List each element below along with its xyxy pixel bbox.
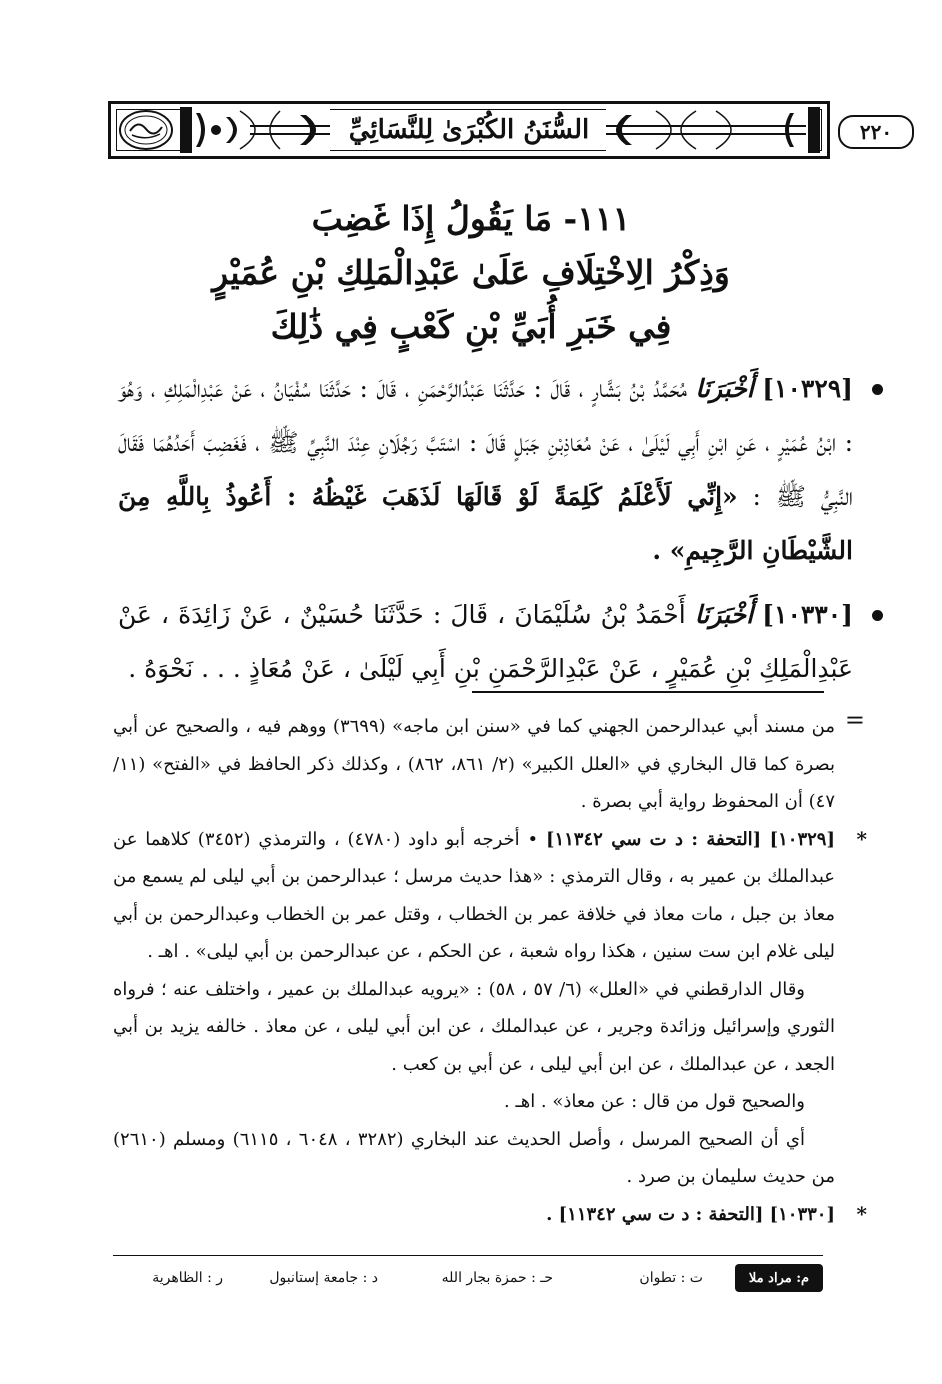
chapter-heading	[100, 192, 842, 354]
hadith-body	[118, 362, 853, 696]
manuscript-sigla-footer	[113, 1262, 823, 1296]
bullet-icon	[872, 610, 883, 621]
footnote-10329-para-4: أي أن الصحيح المرسل ، وأصل الحديث عند البخاري (٣٢٨٢ ، ٦٠٤٨ ، ٦١١٥) ومسلم (٢٦١٠) من حديث سليمان بن صرد .	[113, 1128, 835, 1187]
hadith-text: أَحْمَدُ بْنُ سُلَيْمَانَ ، قَالَ : حَدَّثَنَا حُسَيْنٌ ، عَنْ زَائِدَةَ ، عَنْ عَبْدِالْمَلِكِ بْنِ عُمَيْرٍ ، عَنْ عَبْدِالرَّحْمَنِ بْنِ أَبِي لَيْلَىٰ ، عَنْ مُعَاذٍ . . . نَحْوَهُ .	[118, 600, 853, 683]
hadith-quote: «إِنِّي لَأَعْلَمُ كَلِمَةً لَوْ قَالَهَا لَذَهَبَ غَيْظُهُ : أَعُوذُ بِاللَّهِ مِنَ الشَّيْطَانِ الرَّجِيمِ» .	[118, 482, 853, 565]
book-title: السُّنَنُ الكُبْرَىٰ لِلنَّسَائِيِّ	[348, 115, 590, 145]
sigla-tetouan: ت : تطوان	[639, 1270, 703, 1286]
continuation-text: من مسند أبي عبدالرحمن الجهني كما في «سنن ابن ماجه» (٣٦٩٩) ووهم فيه ، والصحيح عن أبي بصرة كما قال البخاري في «العلل الكبير» (٢/ ٨٦١، ٨٦٢) ، وكذلك ذكر الحافظ في «الفتح» (١١/ ٤٧) أن المحفوظ رواية أبي بصرة .	[113, 716, 835, 812]
sigla-badge	[735, 1264, 823, 1292]
left-ornament-icon	[180, 107, 330, 153]
footnote-10329	[113, 821, 867, 971]
hadith-number: [١٠٣٣٠]	[762, 600, 853, 629]
footnote-10329-para-2: وقال الدارقطني في «العلل» (٦/ ٥٧ ، ٥٨) : «يرويه عبدالملك بن عمير ، واختلف عنه ؛ فرواه الثوري وإسرائيل وزائدة وجرير ، عن عبدالملك ، عن ابن أبي ليلى ، عن معاذ . خالفه يزيد بن أبي الجعد ، عن عبدالملك ، عن ابن أبي ليلى ، عن أبي بن كعب .	[113, 978, 835, 1075]
asterisk-marker: *	[856, 1201, 867, 1226]
footnote-divider	[472, 691, 824, 693]
footer-divider	[113, 1255, 823, 1256]
chapter-title-line-2: وَذِكْرُ الِاخْتِلَافِ عَلَىٰ عَبْدِالْمَلِكِ بْنِ عُمَيْرٍ	[212, 253, 730, 292]
book-seal-icon	[116, 107, 176, 153]
footnote-10329-para-3: والصحيح قول من قال : عن معاذ» . اهـ .	[504, 1091, 805, 1112]
book-title-box	[338, 101, 600, 159]
hadith-10329	[118, 362, 853, 578]
page-number	[838, 115, 914, 149]
footnote-continuation	[113, 706, 865, 821]
page-number-text: ٢٢٠	[859, 120, 893, 144]
hadith-text: مُحَمَّدُ بْنُ بَشَّارٍ ، قَالَ : حَدَّثَنَا عَبْدُالرَّحْمَنِ ، قَالَ : حَدَّثَنَا سُفْيَانُ ، عَنْ عَبْدِالْمَلِكِ ، وَهُوَ : ابْنُ عُمَيْرٍ ، عَنِ ابْنِ أَبِي لَيْلَىٰ ، عَنْ مُعَاذِبْنِ جَبَلٍ قَالَ : اسْتَبَّ رَجُلَانِ عِنْدَ النَّبِيِّ ﷺ ، فَغَضِبَ أَحَدُهُمَا فَقَالَ النَّبِيُّ ﷺ :	[118, 374, 853, 511]
bullet-icon	[872, 384, 883, 395]
footnote-head: [١٠٣٢٩] [التحفة : د ت سي ١١٣٤٢]	[545, 828, 835, 850]
akhbarana-word: أَخْبَرَنَا	[695, 374, 754, 403]
right-ornament-icon	[606, 107, 820, 153]
hadith-10330	[118, 588, 853, 696]
footnote-head: [١٠٣٣٠] [التحفة : د ت سي ١١٣٤٢] .	[546, 1203, 835, 1225]
sigla-zahiriyya: ر : الظاهرية	[152, 1270, 223, 1286]
footnotes	[113, 706, 867, 1233]
sigla-hamza: حـ : حمزة بجار الله	[441, 1270, 553, 1286]
footnote-10330	[113, 1196, 867, 1234]
page-header	[108, 101, 893, 159]
continuation-marker: =	[844, 706, 865, 734]
chapter-title-line-1: ١١١- مَا يَقُولُ إِذَا غَضِبَ	[311, 199, 631, 238]
sigla-badge-text: م: مراد ملا	[748, 1270, 810, 1286]
asterisk-marker: *	[856, 826, 867, 851]
hadith-number: [١٠٣٢٩]	[762, 374, 854, 403]
sigla-istanbul: د : جامعة إستانبول	[269, 1270, 378, 1286]
akhbarana-word: أَخْبَرَنَا	[694, 600, 754, 629]
footnote-body: • أخرجه أبو داود (٤٧٨٠) ، والترمذي (٣٤٥٢) كلاهما عن عبدالملك بن عمير به ، وقال الترمذي : «هذا حديث مرسل ؛ عبدالرحمن بن أبي ليلى لم يسمع من معاذ بن جبل ، مات معاذ في خلافة عمر بن الخطاب ، وقتل عمر بن الخطاب وعبدالرحمن بن أبي ليلى غلام ابن ست سنين ، هكذا رواه شعبة ، عن الحكم ، عن عبدالرحمن بن أبي ليلى» . اهـ .	[113, 828, 835, 962]
chapter-title-line-3: فِي خَبَرِ أُبَيِّ بْنِ كَعْبٍ فِي ذَٰلِكَ	[270, 307, 672, 346]
